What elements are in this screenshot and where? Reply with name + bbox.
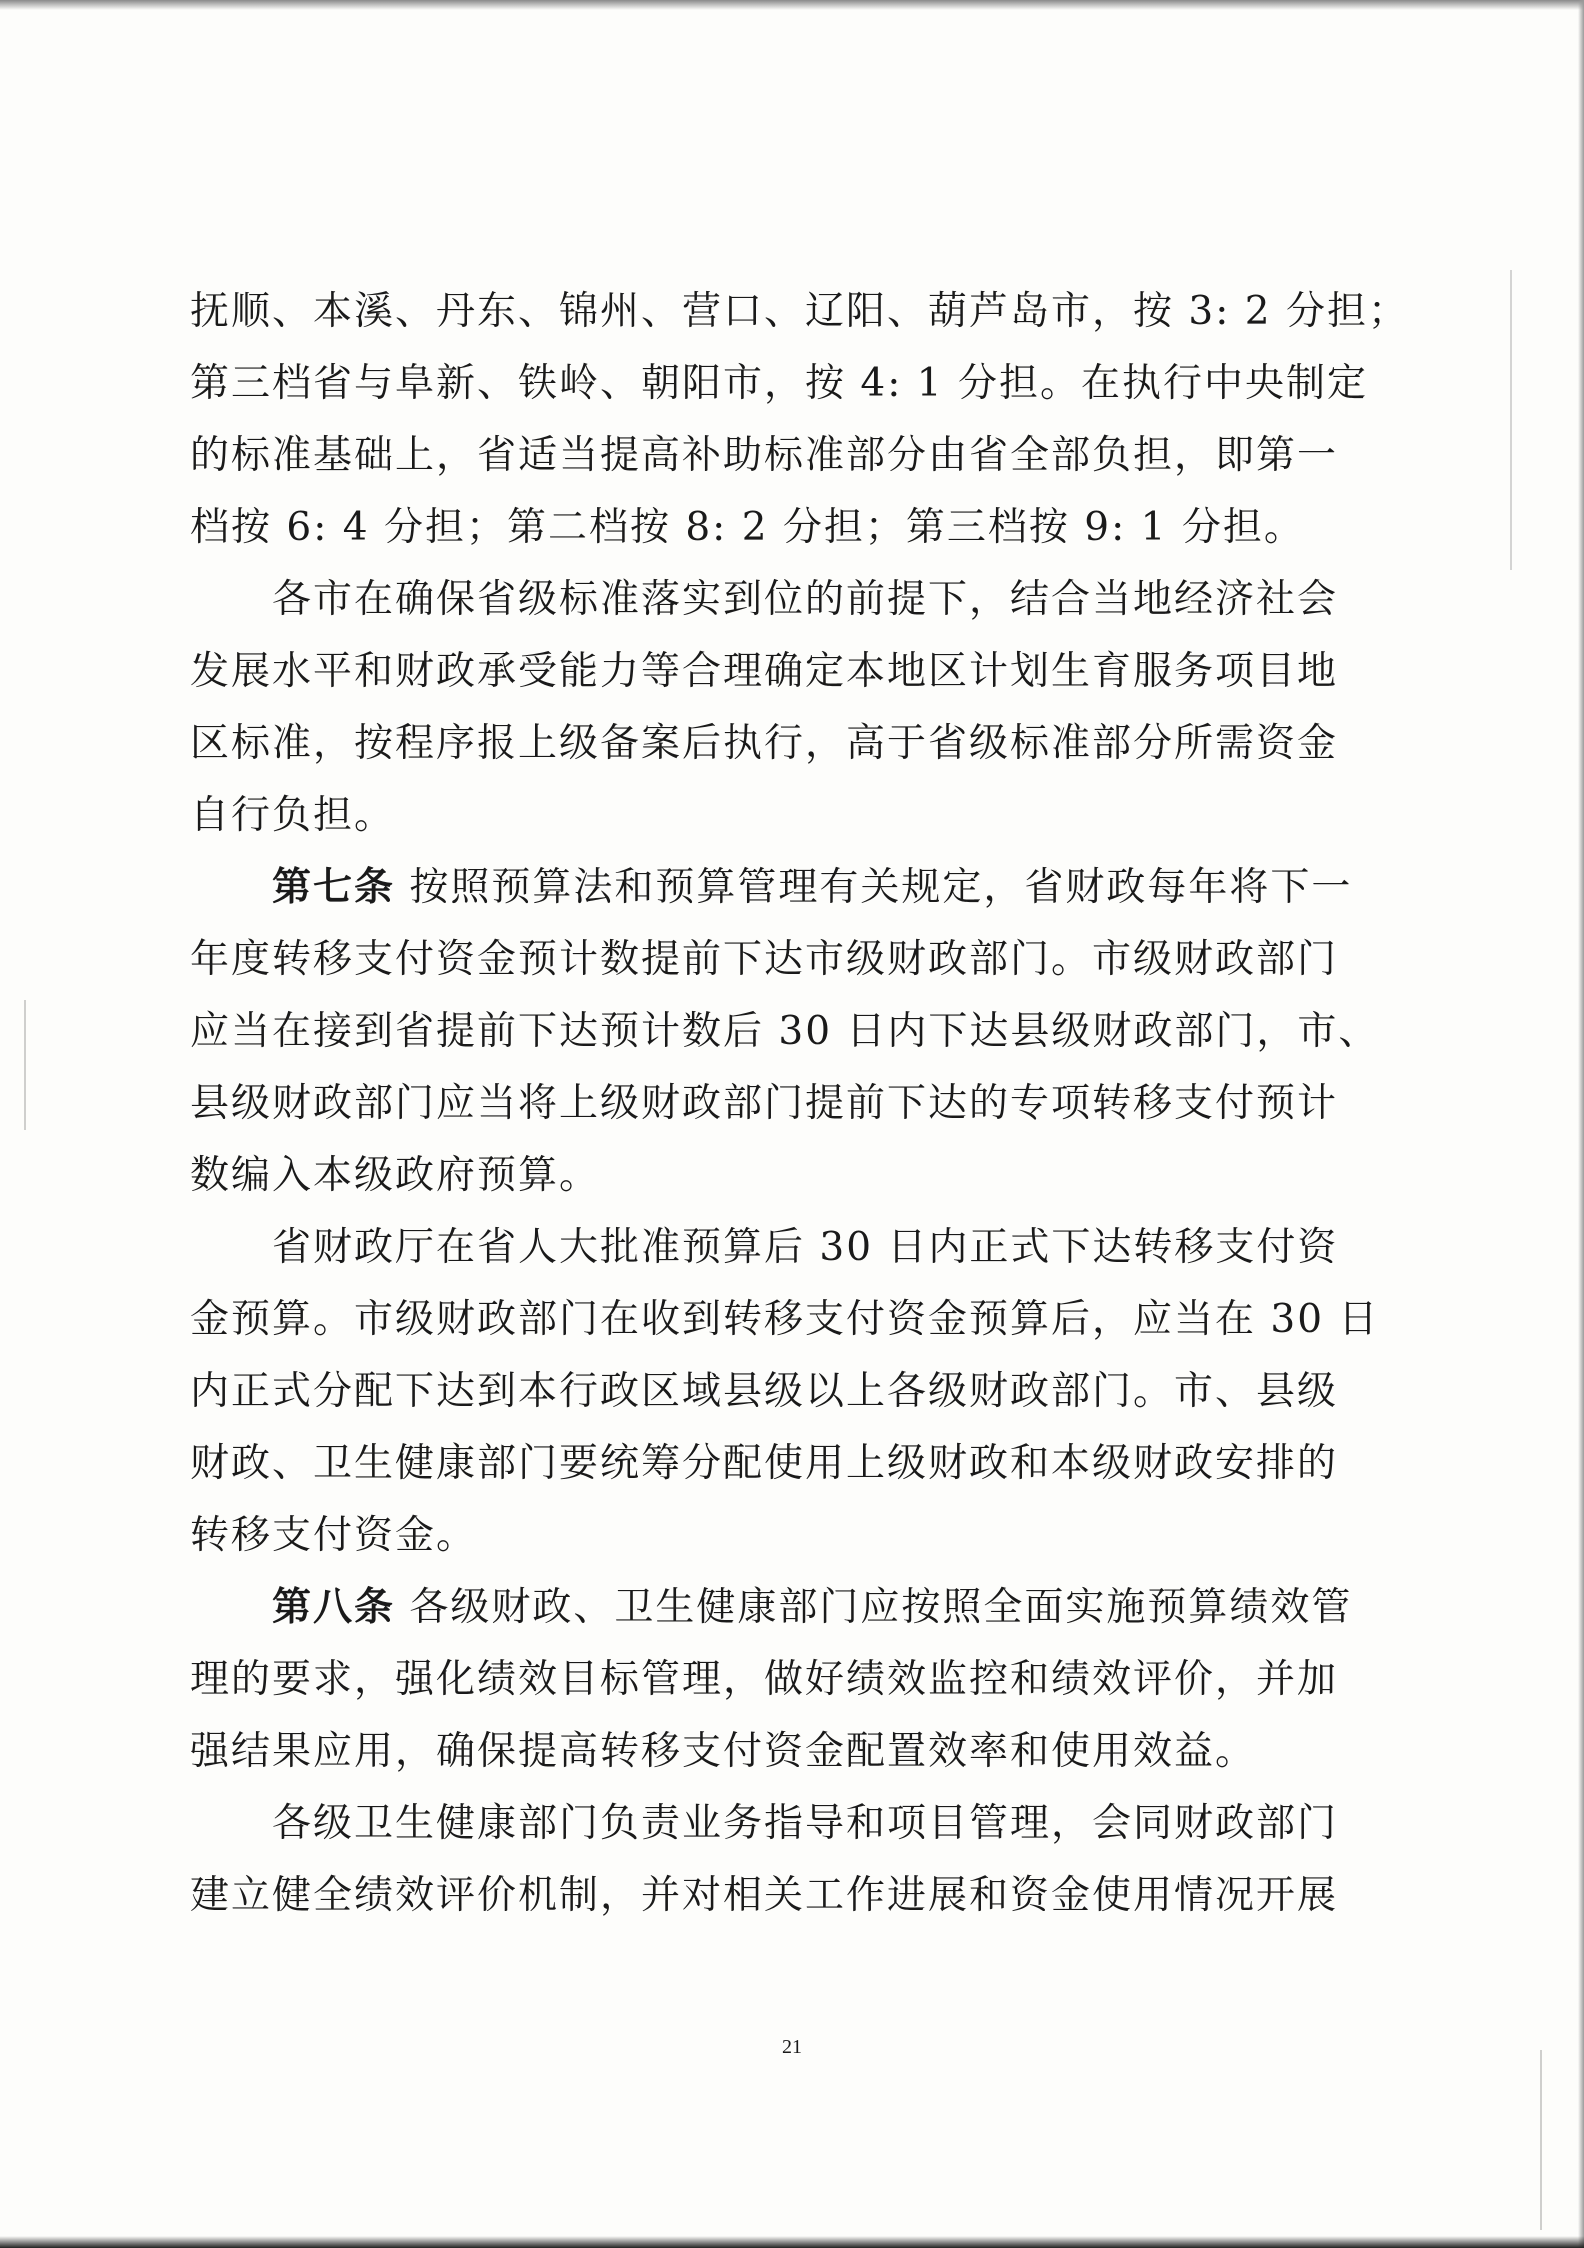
scan-edge-bottom xyxy=(0,2236,1584,2248)
scan-edge-top xyxy=(0,0,1584,10)
paragraph-start-line: 各级卫生健康部门负责业务指导和项目管理，会同财政部门 xyxy=(272,1801,1339,1846)
scan-edge-right xyxy=(1578,0,1584,2248)
scan-mark-right-lower xyxy=(1540,2050,1542,2230)
scan-mark-right xyxy=(1510,270,1512,570)
text-line: 的标准基础上，省适当提高补助标准部分由省全部负担，即第一 xyxy=(190,433,1339,478)
paragraph-start-line: 省财政厅在省人大批准预算后 30 日内正式下达转移支付资 xyxy=(272,1225,1339,1270)
text-line: 应当在接到省提前下达预计数后 30 日内下达县级财政部门，市、 xyxy=(190,1009,1380,1054)
article-7-text: 按照预算法和预算管理有关规定，省财政每年将下一 xyxy=(395,865,1353,910)
text-line: 建立健全绩效评价机制，并对相关工作进展和资金使用情况开展 xyxy=(190,1873,1339,1918)
text-line: 自行负担。 xyxy=(190,793,396,838)
text-line: 内正式分配下达到本行政区域县级以上各级财政部门。市、县级 xyxy=(190,1369,1339,1414)
article-7-first-line xyxy=(190,852,1370,924)
text-line: 理的要求，强化绩效目标管理，做好绩效监控和绩效评价，并加 xyxy=(190,1657,1339,1702)
text-line: 财政、卫生健康部门要统筹分配使用上级财政和本级财政安排的 xyxy=(190,1441,1339,1486)
article-8-first-line xyxy=(190,1572,1370,1644)
body-text xyxy=(190,276,1409,1932)
text-line: 数编入本级政府预算。 xyxy=(190,1153,601,1198)
text-line: 年度转移支付资金预计数提前下达市级财政部门。市级财政部门 xyxy=(190,937,1339,982)
text-line: 金预算。市级财政部门在收到转移支付资金预算后，应当在 30 日 xyxy=(190,1297,1380,1342)
text-line: 县级财政部门应当将上级财政部门提前下达的专项转移支付预计 xyxy=(190,1081,1339,1126)
text-line: 第三档省与阜新、铁岭、朝阳市，按 4: 1 分担。在执行中央制定 xyxy=(190,361,1368,406)
text-line: 强结果应用，确保提高转移支付资金配置效率和使用效益。 xyxy=(190,1729,1257,1774)
article-8-text: 各级财政、卫生健康部门应按照全面实施预算绩效管 xyxy=(395,1585,1353,1630)
text-line: 档按 6: 4 分担；第二档按 8: 2 分担；第三档按 9: 1 分担。 xyxy=(190,505,1305,550)
article-7-heading: 第七条 xyxy=(272,865,396,910)
text-line: 发展水平和财政承受能力等合理确定本地区计划生育服务项目地 xyxy=(190,649,1339,694)
scan-mark-left xyxy=(24,1000,26,1130)
text-line: 区标准，按程序报上级备案后执行，高于省级标准部分所需资金 xyxy=(190,721,1339,766)
text-line: 转移支付资金。 xyxy=(190,1513,478,1558)
article-8-heading: 第八条 xyxy=(272,1585,396,1630)
text-line: 抚顺、本溪、丹东、锦州、营口、辽阳、葫芦岛市，按 3: 2 分担； xyxy=(190,289,1409,334)
paragraph-start-line: 各市在确保省级标准落实到位的前提下，结合当地经济社会 xyxy=(272,577,1339,622)
page-number: 21 xyxy=(782,2036,802,2058)
